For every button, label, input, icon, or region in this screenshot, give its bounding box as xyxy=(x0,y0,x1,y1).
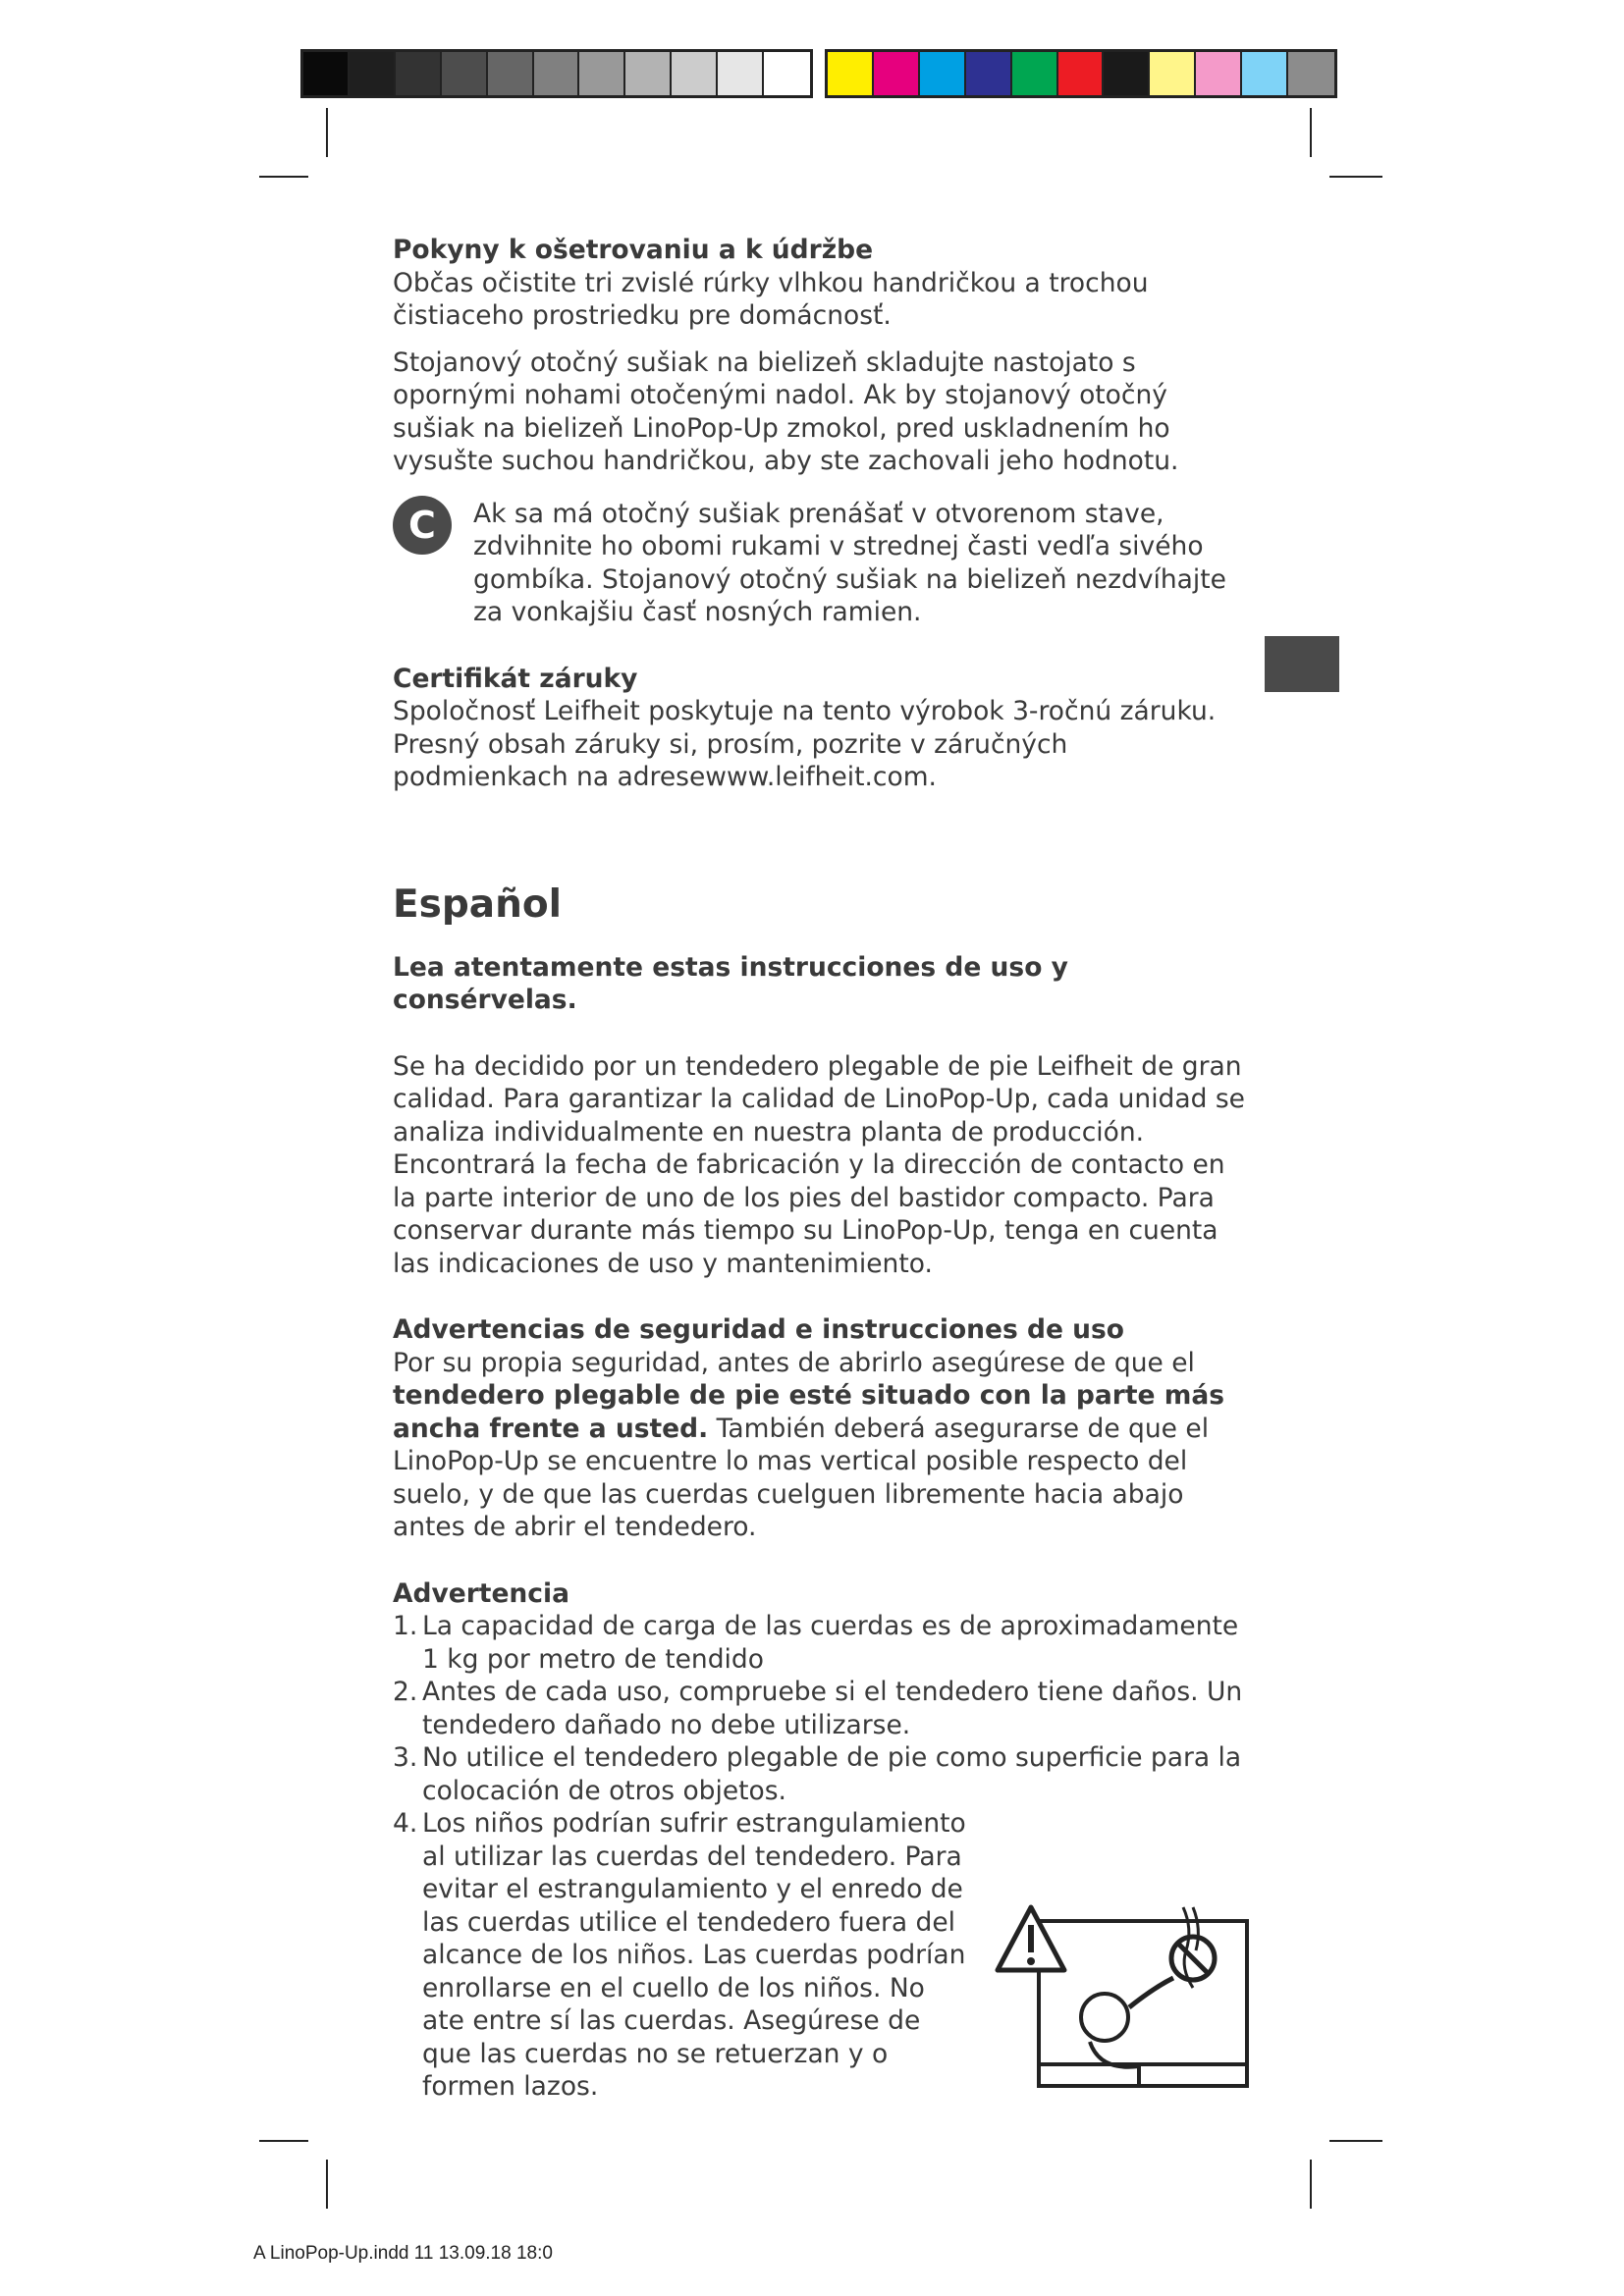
safety-text-1: Por su propia seguridad, antes de abrirlo asegúrese de que el xyxy=(393,1347,1195,1378)
process-color-swatch xyxy=(966,52,1012,95)
grayscale-swatch xyxy=(718,52,764,95)
grayscale-swatch xyxy=(396,52,442,95)
spanish-title: Español xyxy=(393,881,563,927)
grayscale-swatch xyxy=(579,52,625,95)
list-item: 1. La capacidad de carga de las cuerdas es de aproximadamente 1 kg por metro de tendido xyxy=(393,1611,1239,1675)
crop-mark xyxy=(259,176,308,178)
safety-heading: Advertencias de seguridad e instrucciones de uso xyxy=(393,1314,1125,1345)
process-color-swatch xyxy=(1242,52,1288,95)
process-color-swatch xyxy=(828,52,874,95)
process-color-swatch xyxy=(1196,52,1242,95)
grayscale-swatch xyxy=(672,52,718,95)
process-color-swatch xyxy=(1104,52,1150,95)
care-paragraph-2: Stojanový otočný sušiak na bielizeň skladujte nastojato s opornými nohami otočenými nadol. Ak by stojanový otočný sušiak na bielizeň LinoPop-Up zmokol, pred uskladnením ho vysušte suchou handričkou, aby ste zachovali jeho hodnotu. xyxy=(393,347,1179,476)
process-color-swatch xyxy=(920,52,966,95)
section-thumb-tab xyxy=(1265,636,1339,692)
document-body xyxy=(393,234,1247,2104)
note-block xyxy=(393,496,1247,629)
note-text: Ak sa má otočný sušiak prenášať v otvorenom stave, zdvihnite ho obomi rukami v strednej časti vedľa sivého gombíka. Stojanový otočný sušiak na bielizeň nezdvíhajte za vonkajšiu časť nosných ramien. xyxy=(473,498,1226,627)
intro-text: Se ha decidido por un tendedero plegable de pie Leifheit de gran calidad. Para garantizar la calidad de LinoPop-Up, cada unidad se analiza individualmente en nuestra planta de producción. Encontrará la fecha de fabricación y la dirección de contacto en la parte interior de uno de los pies del bastidor compacto. Para conservar durante más tiempo su LinoPop-Up, tenga en cuenta las indicaciones de uso y mantenimiento. xyxy=(393,1050,1245,1279)
process-color-swatch xyxy=(874,52,920,95)
crop-mark xyxy=(1310,108,1312,157)
crop-mark xyxy=(326,108,328,157)
care-heading: Pokyny k ošetrovaniu a k údržbe xyxy=(393,235,874,265)
print-slug: A LinoPop-Up.indd 11 13.09.18 18:0 xyxy=(253,2243,553,2264)
grayscale-swatch xyxy=(534,52,580,95)
note-c-icon: C xyxy=(393,496,452,555)
grayscale-swatch xyxy=(442,52,488,95)
crop-mark xyxy=(1329,2140,1382,2142)
process-color-swatch xyxy=(1012,52,1058,95)
crop-mark xyxy=(1310,2160,1312,2209)
grayscale-swatch xyxy=(764,52,810,95)
crop-mark xyxy=(326,2160,328,2209)
list-item: 2. Antes de cada uso, compruebe si el tendedero tiene daños. Un tendedero dañado no debe utilizarse. xyxy=(393,1677,1243,1740)
safety-text-2: También deberá asegurarse de que el LinoPop-Up se encuentre lo mas vertical posible respecto del suelo, y de que las cuerdas cuelguen libremente hacia abajo antes de abrir el tendedero. xyxy=(393,1413,1210,1542)
care-paragraph-1: Občas očistite tri zvislé rúrky vlhkou handričkou a trochou čistiaceho prostriedku pre domácnosť. xyxy=(393,267,1149,331)
list-item: 4. Los niños podrían sufrir estrangulamiento al utilizar las cuerdas del tendedero. Para evitar el estrangulamiento y el enredo de las cuerdas utilice el tendedero fuera del alcance de los niños. Las cuerdas podrían enrollarse en el cuello de los niños. No ate entre sí las cuerdas. Asegúrese de que las cuerdas no se retuerzan y o formen lazos. xyxy=(393,1808,966,2102)
child-strangulation-warning-icon xyxy=(992,1899,1252,2091)
process-color-swatch xyxy=(1058,52,1105,95)
grayscale-color-bar xyxy=(300,49,813,98)
list-item: 3. No utilice el tendedero plegable de pie como superficie para la colocación de otros objetos. xyxy=(393,1742,1242,1806)
intro-heading: Lea atentamente estas instrucciones de uso y consérvelas. xyxy=(393,951,1068,1015)
warranty-heading: Certifikát záruky xyxy=(393,663,638,694)
grayscale-swatch xyxy=(488,52,534,95)
crop-mark xyxy=(259,2140,308,2142)
grayscale-swatch xyxy=(350,52,396,95)
crop-mark xyxy=(1329,176,1382,178)
warranty-text: Spoločnosť Leifheit poskytuje na tento výrobok 3-ročnú záruku. Presný obsah záruky si, prosím, pozrite v záručných podmienkach na adresewww.leifheit.com. xyxy=(393,696,1217,792)
process-color-swatch xyxy=(1150,52,1196,95)
safety-text-bold: tendedero plegable de pie esté situado con la parte más ancha frente a usted. xyxy=(393,1380,1224,1444)
warning-heading: Advertencia xyxy=(393,1577,569,1609)
process-color-swatch xyxy=(1288,52,1334,95)
safety-text xyxy=(393,1347,1247,1544)
grayscale-swatch xyxy=(303,52,350,95)
process-color-bar xyxy=(825,49,1337,98)
grayscale-swatch xyxy=(625,52,672,95)
